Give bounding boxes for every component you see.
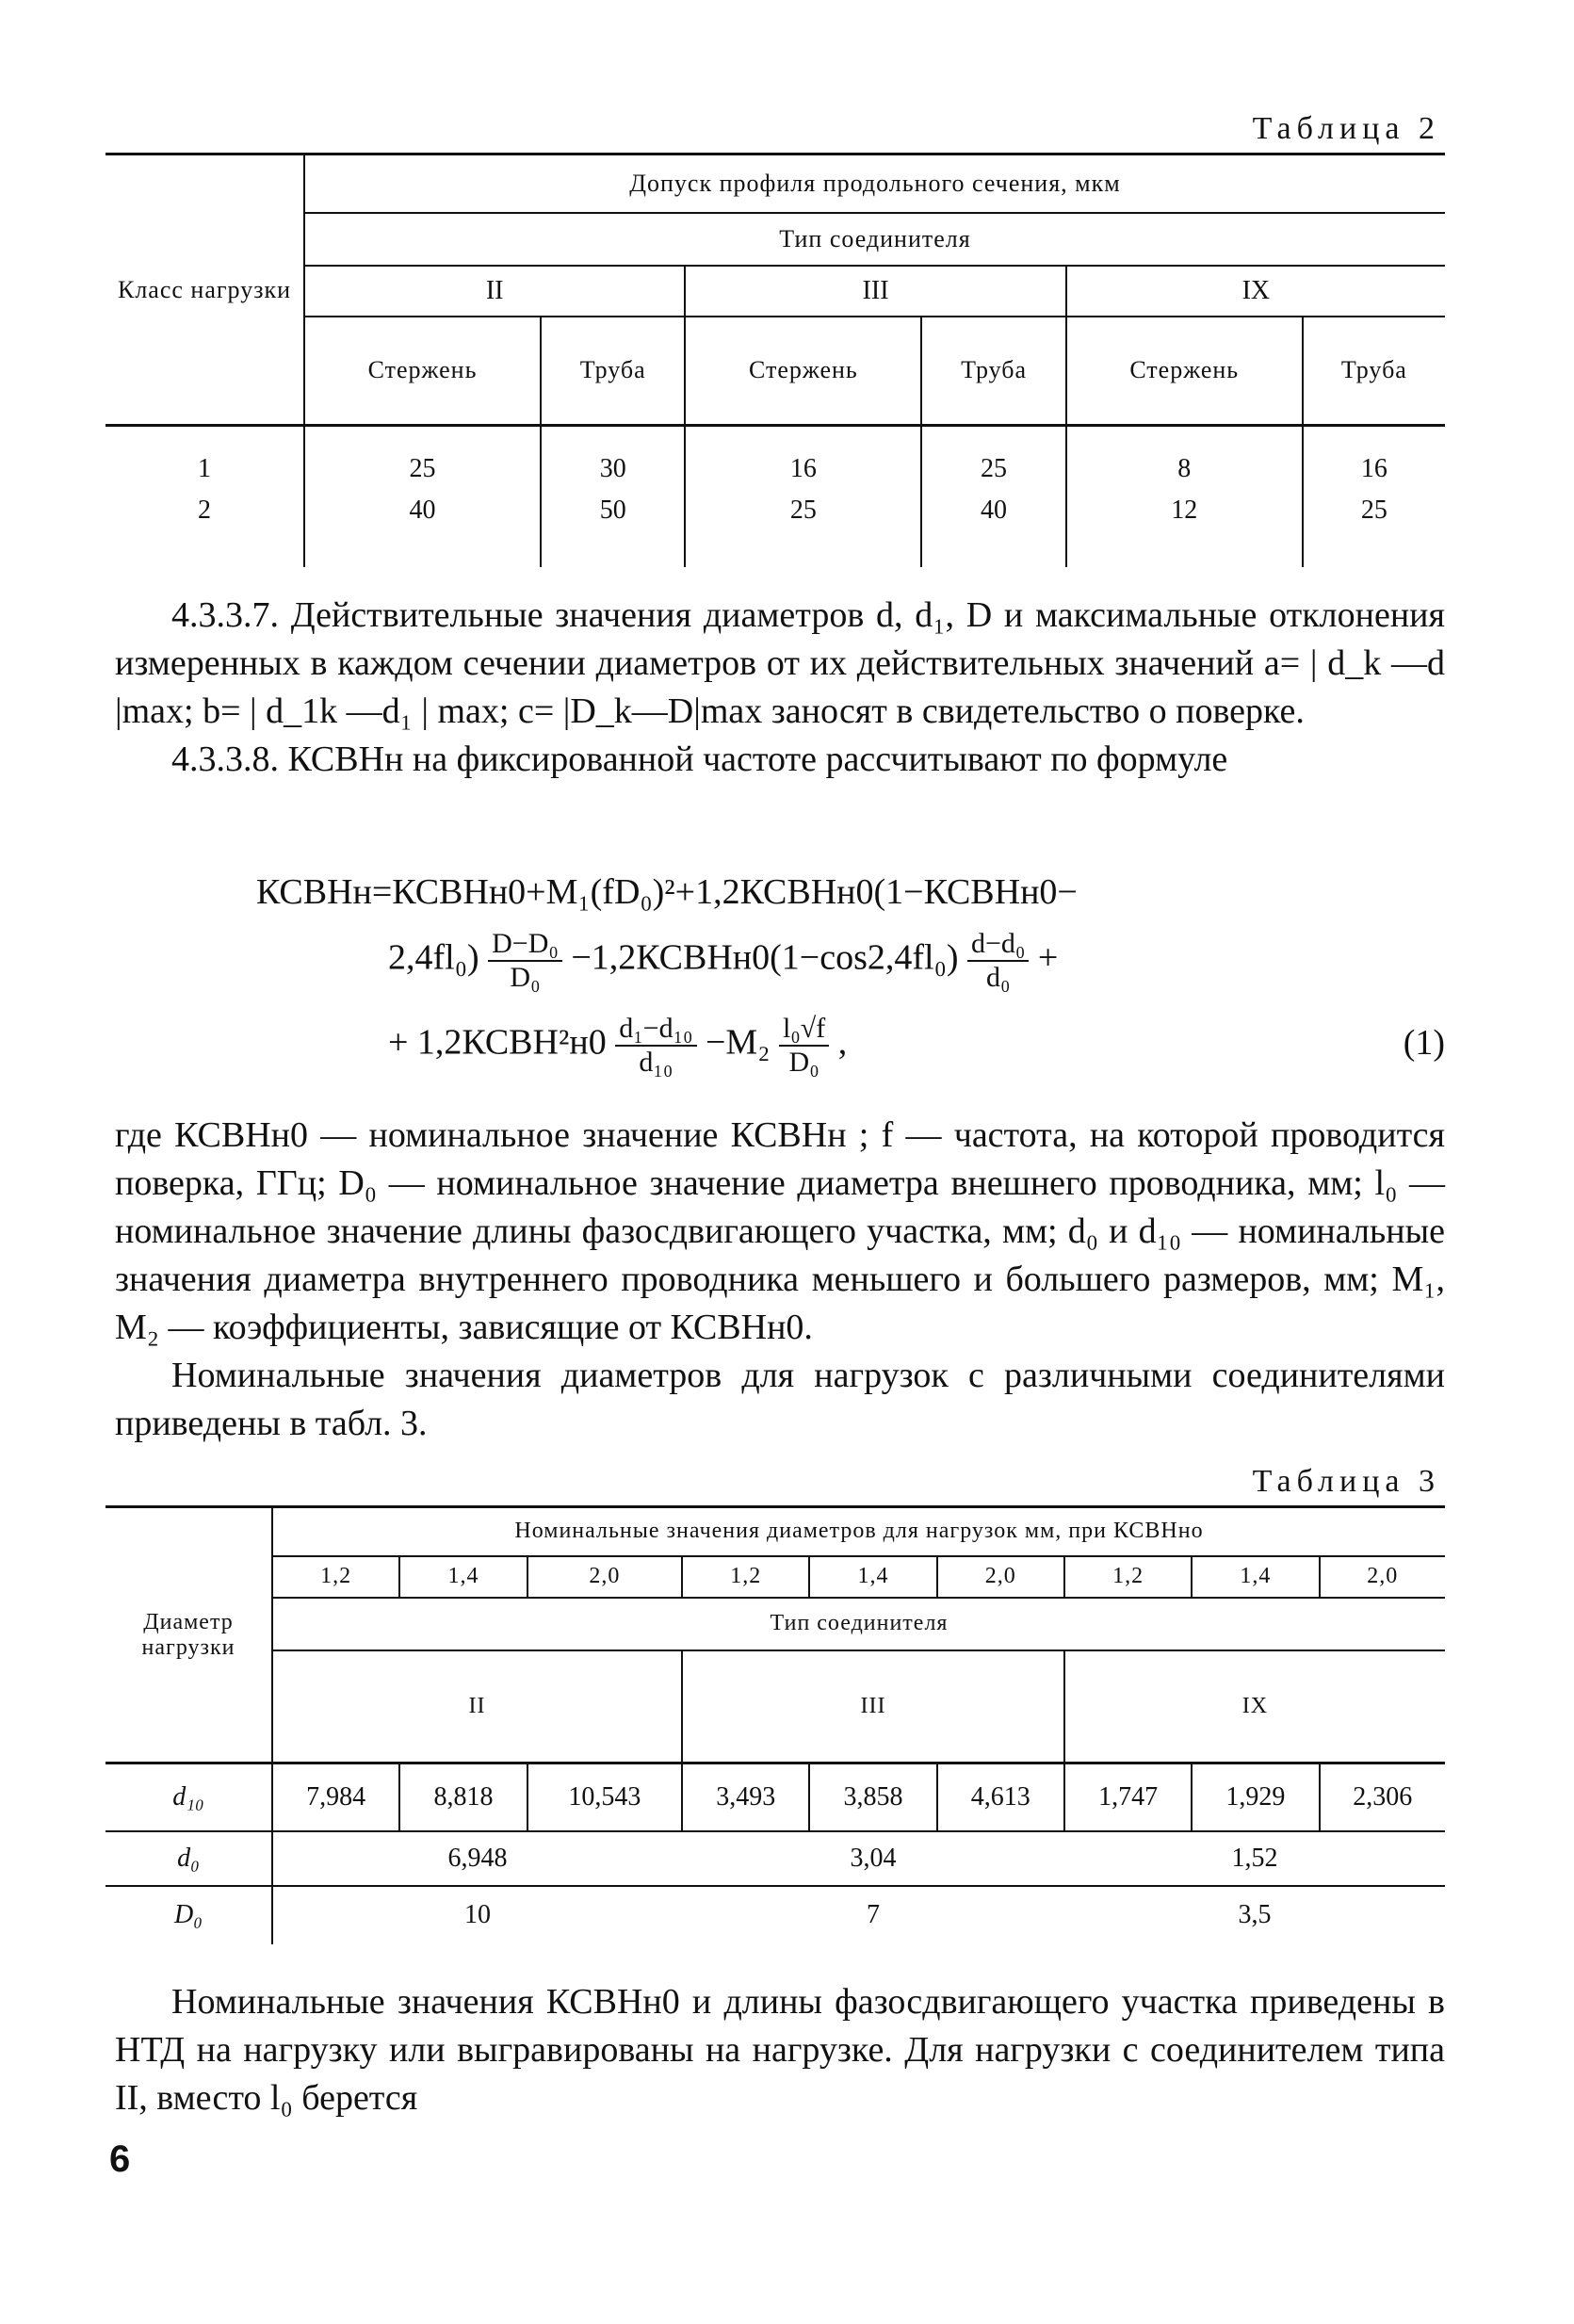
table3-type-ix: IX <box>1064 1650 1445 1763</box>
fraction: $\frac{\text{D−D₀}}{\text{D₀}}$ <box>488 928 562 994</box>
paragraph-4-3-3-8: 4.3.3.8. КСВНн на фиксированной частоте рассчитывают по формуле <box>171 739 1228 779</box>
equation-number: (1) <box>1403 1023 1445 1063</box>
table2-type-ix: IX <box>1066 266 1445 317</box>
table2-caption: Таблица 2 <box>1252 111 1440 146</box>
table2-sub-header: Труба <box>1303 317 1445 426</box>
paragraph-block-3 <box>115 1978 1445 2122</box>
table2-type-header: Тип соединителя <box>304 213 1445 266</box>
table2-group-header: Допуск профиля продольного сечения, мкм <box>304 154 1445 213</box>
table3-caption: Таблица 3 <box>1252 1464 1440 1499</box>
table-2 <box>105 153 1445 567</box>
table-row: 2 40 50 25 40 12 25 <box>105 496 1445 567</box>
table-row: D₀ 10 7 3,5 <box>105 1886 1445 1944</box>
fraction: $\frac{\text{l₀√f}}{\text{D₀}}$ <box>779 1013 829 1079</box>
paragraph-ksvn-length: Номинальные значения КСВНн0 и длины фазосдвигающего участка приведены в НТД на нагрузку или выгравированы на нагрузке. Для нагрузки с соединителем типа II, вместо l₀ берется <box>115 1982 1445 2118</box>
formula-line-2: 2,4fl₀) $\frac{\text{D−D₀}}{\text{D₀}}$ −1,2КСВНн0(1−cos2,4fl₀) $\frac{\text{d−d₀}}{\text{d₀}}$ + <box>388 928 1059 993</box>
table2-row-header: Класс нагрузки <box>117 275 292 303</box>
page-number: 6 <box>109 2138 131 2180</box>
table3-type-iii: III <box>682 1650 1064 1763</box>
table3-row-header: Диаметр нагрузки <box>141 1609 235 1660</box>
paragraph-block-1 <box>115 592 1445 784</box>
table2-sub-header: Труба <box>921 317 1065 426</box>
table2-sub-header: Стержень <box>685 317 921 426</box>
table-3: Диаметр нагрузки Номинальные значения диаметров для нагрузок мм, при КСВНно 1,2 1,4 2,0 1,2 1,4 2,0 1,2 1,4 2,0 Тип соединителя II III IX d₁₀ 7,984 8,818 10,543 3,493 3,858 4,613 1,747 1,929 2,306 d₀ 6,948 3,04 1,52 D₀ 10 7 3,5 <box>105 1505 1445 1944</box>
table2-sub-header: Стержень <box>304 317 541 426</box>
table2-type-ii: II <box>304 266 685 317</box>
fraction: $\frac{\text{d₁−d₁₀}}{\text{d₁₀}}$ <box>615 1013 696 1079</box>
table3-type-header: Тип соединителя <box>272 1598 1445 1650</box>
table2-sub-header: Стержень <box>1066 317 1303 426</box>
table-row: d₁₀ 7,984 8,818 10,543 3,493 3,858 4,613 1,747 1,929 2,306 <box>105 1763 1445 1831</box>
paragraph-where: где КСВНн0 — номинальное значение КСВНн ; f — частота, на которой проводится поверка, ГГц; D₀ — номинальное значение диаметра внешнего проводника, мм; l₀ — номинальное значение длины фазосдвигающего участка, мм; d₀ и d₁₀ — номинальные значения диаметра внутреннего проводника меньшего и большего размеров, мм; M₁, M₂ — коэффициенты, зависящие от КСВНн0. <box>115 1115 1445 1347</box>
formula-line-3: + 1,2КСВН²н0 $\frac{\text{d₁−d₁₀}}{\text{d₁₀}}$ −M₂ $\frac{\text{l₀√f}}{\text{D₀}}$ , <box>388 1013 848 1078</box>
table-row: 1 25 30 16 25 8 16 <box>105 426 1445 496</box>
table2-sub-header: Труба <box>541 317 685 426</box>
table3-type-ii: II <box>272 1650 682 1763</box>
table3-group-header: Номинальные значения диаметров для нагрузок мм, при КСВНно <box>272 1507 1445 1556</box>
fraction: $\frac{\text{d−d₀}}{\text{d₀}}$ <box>967 928 1029 994</box>
table2-type-iii: III <box>685 266 1065 317</box>
paragraph-table3-ref: Номинальные значения диаметров для нагрузок с различными соединителями приведены в табл. 3. <box>115 1356 1445 1443</box>
paragraph-4-3-3-7: 4.3.3.7. Действительные значения диаметров d, d₁, D и максимальные отклонения измеренных в каждом сечении диаметров от их действительных значений a= | d_k —d |max; b= | d_1k —d₁ | max; c= |D_k—D|max заносят в свидетельство о поверке. <box>115 595 1445 731</box>
formula-line-1: КСВНн=КСВНн0+M₁(fD₀)²+1,2КСВНн0(1−КСВНн0− <box>256 872 1078 912</box>
paragraph-block-2 <box>115 1112 1445 1448</box>
table-row: d₀ 6,948 3,04 1,52 <box>105 1831 1445 1886</box>
